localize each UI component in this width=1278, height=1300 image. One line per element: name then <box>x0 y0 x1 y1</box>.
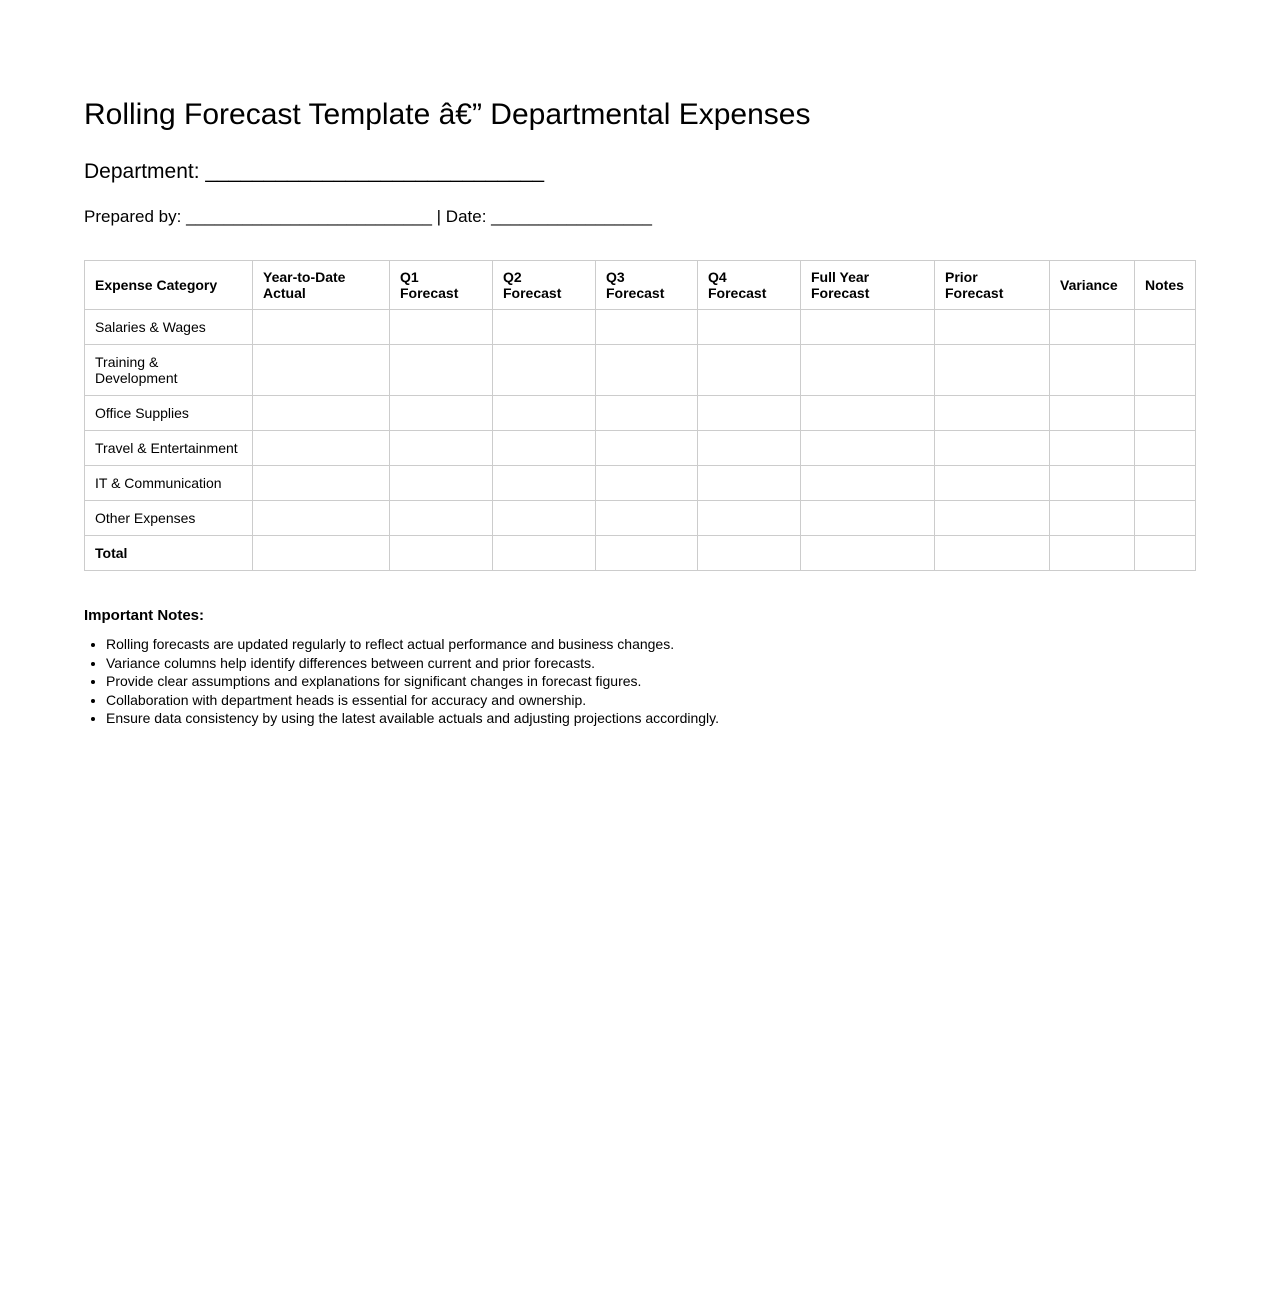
empty-cell <box>1050 501 1135 536</box>
row-label-total: Total <box>85 536 253 571</box>
col-header-prior-forecast: Prior Forecast <box>935 261 1050 310</box>
date-blank-line: _________________ <box>491 207 652 226</box>
empty-cell <box>801 466 935 501</box>
list-item: • Collaboration with department heads is essential for accuracy and ownership. <box>106 691 1195 710</box>
empty-cell <box>801 536 935 571</box>
notes-list <box>84 635 1195 728</box>
notes-section <box>84 607 1195 728</box>
col-header-full-year-forecast: Full Year Forecast <box>801 261 935 310</box>
empty-cell <box>390 466 493 501</box>
department-label: Department: <box>84 160 200 183</box>
empty-cell <box>253 536 390 571</box>
empty-cell <box>1050 536 1135 571</box>
empty-cell <box>935 431 1050 466</box>
row-label-training-development: Training & Development <box>85 345 253 396</box>
empty-cell <box>390 345 493 396</box>
empty-cell <box>1050 345 1135 396</box>
empty-cell <box>1050 466 1135 501</box>
empty-cell <box>698 345 801 396</box>
empty-cell <box>1050 396 1135 431</box>
table-row <box>85 501 1196 536</box>
col-header-notes: Notes <box>1135 261 1196 310</box>
empty-cell <box>390 431 493 466</box>
table-row <box>85 431 1196 466</box>
empty-cell <box>935 536 1050 571</box>
empty-cell <box>596 396 698 431</box>
empty-cell <box>390 536 493 571</box>
empty-cell <box>493 501 596 536</box>
empty-cell <box>935 345 1050 396</box>
empty-cell <box>1050 431 1135 466</box>
date-label: Date: <box>445 207 487 226</box>
col-header-ytd-actual: Year-to-Date Actual <box>253 261 390 310</box>
row-label-other-expenses: Other Expenses <box>85 501 253 536</box>
empty-cell <box>1135 431 1196 466</box>
empty-cell <box>801 310 935 345</box>
empty-cell <box>1135 466 1196 501</box>
empty-cell <box>698 466 801 501</box>
empty-cell <box>493 536 596 571</box>
row-label-it-communication: IT & Communication <box>85 466 253 501</box>
list-item: • Provide clear assumptions and explanations for significant changes in forecast figures. <box>106 672 1195 691</box>
empty-cell <box>493 345 596 396</box>
empty-cell <box>596 536 698 571</box>
empty-cell <box>596 431 698 466</box>
empty-cell <box>253 396 390 431</box>
empty-cell <box>596 310 698 345</box>
empty-cell <box>698 396 801 431</box>
table-row <box>85 310 1196 345</box>
empty-cell <box>493 431 596 466</box>
empty-cell <box>493 466 596 501</box>
empty-cell <box>596 501 698 536</box>
empty-cell <box>253 431 390 466</box>
row-label-salaries-wages: Salaries & Wages <box>85 310 253 345</box>
table-row <box>85 396 1196 431</box>
col-header-expense-category: Expense Category <box>85 261 253 310</box>
empty-cell <box>801 396 935 431</box>
empty-cell <box>801 501 935 536</box>
empty-cell <box>1135 310 1196 345</box>
empty-cell <box>1135 501 1196 536</box>
empty-cell <box>1135 345 1196 396</box>
empty-cell <box>1135 536 1196 571</box>
empty-cell <box>253 310 390 345</box>
table-header-row <box>85 261 1196 310</box>
expense-forecast-table <box>84 260 1196 571</box>
table-row <box>85 345 1196 396</box>
empty-cell <box>801 345 935 396</box>
empty-cell <box>1050 310 1135 345</box>
table-row-total <box>85 536 1196 571</box>
row-label-office-supplies: Office Supplies <box>85 396 253 431</box>
row-label-travel-entertainment: Travel & Entertainment <box>85 431 253 466</box>
empty-cell <box>935 310 1050 345</box>
empty-cell <box>493 396 596 431</box>
prepared-by-label: Prepared by: <box>84 207 182 226</box>
page-title: Rolling Forecast Template â€” Departmental Expenses <box>84 98 811 131</box>
list-item: • Ensure data consistency by using the latest available actuals and adjusting projections accordingly. <box>106 709 1195 728</box>
empty-cell <box>390 310 493 345</box>
empty-cell <box>935 501 1050 536</box>
notes-heading: Important Notes: <box>84 607 204 624</box>
empty-cell <box>935 466 1050 501</box>
col-header-q4-forecast: Q4 Forecast <box>698 261 801 310</box>
prepared-by-blank-line: __________________________ <box>186 207 432 226</box>
empty-cell <box>935 396 1050 431</box>
empty-cell <box>698 536 801 571</box>
prepared-by-field <box>84 206 1195 227</box>
col-header-q3-forecast: Q3 Forecast <box>596 261 698 310</box>
col-header-q2-forecast: Q2 Forecast <box>493 261 596 310</box>
empty-cell <box>698 431 801 466</box>
empty-cell <box>253 501 390 536</box>
empty-cell <box>801 431 935 466</box>
empty-cell <box>493 310 596 345</box>
field-separator: | <box>436 207 442 226</box>
empty-cell <box>698 501 801 536</box>
list-item: • Rolling forecasts are updated regularly to reflect actual performance and business changes. <box>106 635 1195 654</box>
empty-cell <box>390 396 493 431</box>
empty-cell <box>253 466 390 501</box>
empty-cell <box>253 345 390 396</box>
col-header-variance: Variance <box>1050 261 1135 310</box>
empty-cell <box>698 310 801 345</box>
department-blank-line: _____________________________ <box>205 160 545 183</box>
empty-cell <box>1135 396 1196 431</box>
list-item: • Variance columns help identify differences between current and prior forecasts. <box>106 654 1195 673</box>
table-row <box>85 466 1196 501</box>
empty-cell <box>596 466 698 501</box>
department-field <box>84 159 1195 184</box>
col-header-q1-forecast: Q1 Forecast <box>390 261 493 310</box>
empty-cell <box>596 345 698 396</box>
empty-cell <box>390 501 493 536</box>
